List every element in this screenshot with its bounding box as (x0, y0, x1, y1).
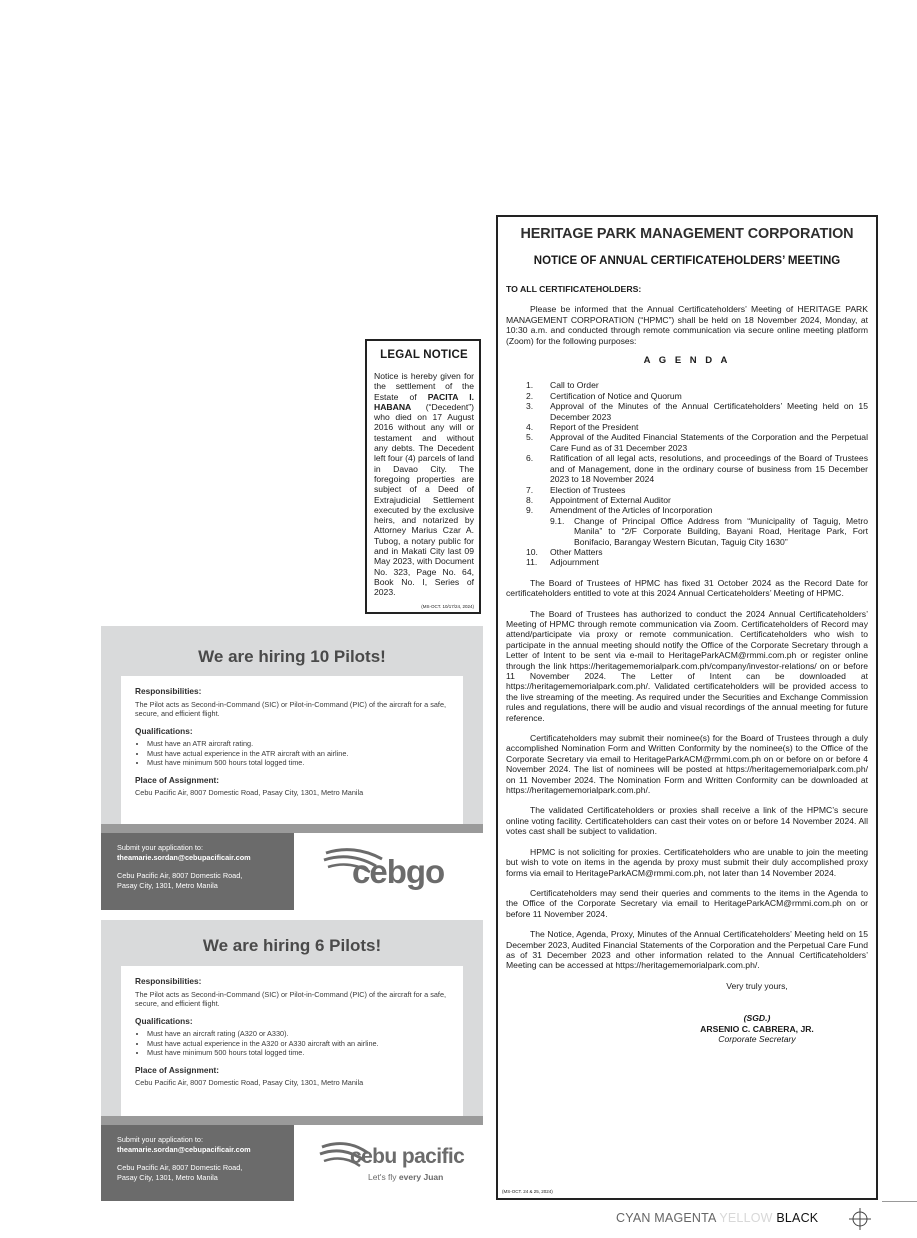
qualifications-label: Qualifications: (135, 725, 193, 736)
qualifications-list (135, 739, 449, 768)
agenda-list (506, 380, 868, 567)
legal-notice-title: LEGAL NOTICE (380, 349, 468, 361)
paragraph: Certificateholders may send their queries and comments to the items in the Agenda to the Office of the Corporate Secretary via email to HeritageParkACM@rmmi.com.ph on or before 11 November 2024. (506, 887, 868, 919)
logo-wordmark: cebgo (352, 853, 445, 890)
list-item: 1. Call to Order (526, 380, 599, 391)
decedent-name: PACITA I. HABANA (374, 391, 474, 412)
place-text: Cebu Pacific Air, 8007 Domestic Road, Pasay City, 1301, Metro Manila (135, 1078, 364, 1087)
paragraph: The validated Certificateholders or proxies shall receive a link of the HPMC’s secure online voting facility. Certificateholders can cast their votes on or before 14 November 2024. All votes cast shall be subject to validation. (506, 805, 868, 837)
address-line: Cebu Pacific Air, 8007 Domestic Road, (117, 871, 243, 881)
responsibilities-label: Responsibilities: (135, 976, 202, 986)
legal-notice (365, 339, 481, 614)
list-item: 5. Approval of the Audited Financial Statements of the Corporation and the Perpetual Care Fund as of 31 December 2023 (526, 432, 868, 453)
place-label: Place of Assignment: (135, 1064, 220, 1075)
logo-tagline: Let's fly every Juan (368, 1172, 444, 1182)
submit-label: Submit your application to: (117, 1135, 203, 1144)
divider (101, 824, 483, 833)
logo-wordmark: cebu pacific (350, 1145, 465, 1168)
signed-mark: (SGD.) (743, 1013, 771, 1024)
address-line: Pasay City, 1301, Metro Manila (117, 880, 218, 890)
list-item: • Must have actual experience in the A320 or A330 aircraft with an airline. (147, 1039, 449, 1049)
list-item: • Must have minimum 500 hours total logged time. (147, 1048, 449, 1058)
list-item: • Must have an aircraft rating (A320 or A330). (147, 1029, 449, 1039)
salutation: TO ALL CERTIFICATEHOLDERS: (506, 284, 642, 294)
responsibilities-label: Responsibilities: (135, 686, 202, 696)
qualifications-label: Qualifications: (135, 1015, 193, 1026)
submit-label: Submit your application to: (117, 843, 203, 852)
list-item: 9. Amendment of the Articles of Incorporation (526, 505, 713, 516)
signer-title: Corporate Secretary (718, 1033, 796, 1044)
paragraph: The Board of Trustees has authorized to conduct the 2024 Annual Certificateholders’ Meeting of HPMC through remote communication via Zoom. Certificateholders of Record may attend/participate via proxy or remote communication. Certificateholders who wish to participate in the annual meeting should notify the Office of the Corporate Secretary through a Letter of Intent to be sent via e-mail to HeritageParkACM@rmmi.com.ph or register online through the link https://heritagememorialpark.com.ph/company/investor-relations/ on or before 11 November 2024. The Letter of Intent can be downloaded at https://heritagememorialpark.com.ph/. Validated certificateholders will be provided access to the live streaming of the meeting. As required under the Securities and Exchange Commission rules and regulations, there will be audio and visual recordings of the annual meeting for future reference. (506, 608, 868, 723)
place-label: Place of Assignment: (135, 774, 220, 785)
notice-code: (MS-OCT. 24 & 25, 2024) (502, 1189, 553, 1194)
list-item: 4. Report of the President (526, 422, 639, 433)
registration-mark-icon (849, 1208, 871, 1235)
list-item: 10. Other Matters (526, 546, 603, 557)
list-item: 7. Election of Trustees (526, 484, 626, 495)
color-bar (616, 1211, 818, 1225)
list-item: 11. Adjournment (526, 557, 599, 568)
corporation-name: HERITAGE PARK MANAGEMENT CORPORATION (520, 226, 854, 242)
list-item: • Must have an ATR aircraft rating. (147, 739, 449, 749)
list-item: 8. Appointment of External Auditor (526, 494, 671, 505)
magenta-label: MAGENTA (654, 1211, 716, 1225)
list-item: 9.1. Change of Principal Office Address from “Municipality of Taguig, Metro Manila” to “2/F Corporate Building, Bayani Road, Heritage Park, Fort Bonifacio, Barangay Western Bicutan, Taguig City 1630” (550, 515, 868, 547)
hpmc-notice (496, 215, 878, 1200)
paragraph: The Notice, Agenda, Proxy, Minutes of the Annual Certificateholders’ Meeting held on 15 December 2023, Audited Financial Statements of the Corporation and the Perpetual Care Fund as of 31 December 2023 and other information related to the Annual Certificateholders’ Meeting can be accessed at https://heritagememorialpark.com.ph/. (506, 929, 868, 971)
list-item: 2. Certification of Notice and Quorum (526, 390, 682, 401)
hiring-ad-cebgo (101, 626, 483, 910)
list-item: 3. Approval of the Minutes of the Annual Certificateholders’ Meeting held on 15 December 2023 (526, 401, 868, 422)
qualifications-list (135, 1029, 449, 1058)
notice-title: NOTICE OF ANNUAL CERTIFICATEHOLDERS’ MEETING (533, 255, 841, 267)
trim-line (882, 1201, 917, 1202)
address-line: Cebu Pacific Air, 8007 Domestic Road, (117, 1163, 243, 1173)
responsibilities-text: The Pilot acts as Second-in-Command (SIC) or Pilot-in-Command (PIC) of the aircraft for a safe, secure, and efficient flight. (135, 699, 447, 718)
yellow-label: YELLOW (719, 1211, 773, 1225)
legal-notice-code: (MS-OCT. 10/17/24, 2024) (421, 604, 474, 609)
signature-block (646, 981, 868, 1045)
paragraph: Certificateholders may submit their nominee(s) for the Board of Trustees through a duly accomplished Nomination Form and Written Conformity by the nominee(s) to the Office of the Corporate Secretary via email to HeritageParkACM@rmmi.com.ph on or before on or before 4 November 2024. The list of nominees will be posted at https://heritagememorialpark.com.ph/ on 11 November 2024. The Nomination Form and Written Conformity can be downloaded at https://heritagememorialpark.com.ph/. (506, 733, 868, 796)
application-email[interactable]: theamarie.sordan@cebupacificair.com (117, 852, 251, 862)
list-item: • Must have minimum 500 hours total logged time. (147, 758, 449, 768)
ad-details-card (121, 966, 463, 1116)
hiring-ad-cebu-pacific (101, 920, 483, 1201)
ad-headline: We are hiring 10 Pilots! (198, 647, 386, 666)
divider (101, 1116, 483, 1125)
cyan-label: CYAN (616, 1211, 651, 1225)
list-item: • Must have actual experience in the ATR aircraft with an airline. (147, 749, 449, 759)
paragraph: Please be informed that the Annual Certificateholders’ Meeting of HERITAGE PARK MANAGEMENT CORPORATION (“HPMC”) shall be held on 18 November 2024, Monday, at 10:30 a.m. and conducted through remote communication via secure online meeting platform (Zoom) for the following purposes: (506, 304, 868, 346)
application-email[interactable]: theamarie.sordan@cebupacificair.com (117, 1144, 251, 1154)
contact-panel (101, 1125, 294, 1201)
cebgo-logo (294, 833, 483, 910)
address-line: Pasay City, 1301, Metro Manila (117, 1172, 218, 1182)
agenda-heading: A G E N D A (643, 355, 731, 367)
list-item: 6. Ratification of all legal acts, resolutions, and proceedings of the Board of Trustees and of Management, done in the ordinary course of business from 15 December 2023 to 18 November 2024 (526, 453, 868, 485)
paragraph: The Board of Trustees of HPMC has fixed 31 October 2024 as the Record Date for certificateholders entitled to vote at this 2024 Annual Certicateholders’ Meeting of HPMC. (506, 577, 868, 599)
closing: Very truly yours, (726, 980, 788, 991)
ad-details-card (121, 676, 463, 824)
signer-name: ARSENIO C. CABRERA, JR. (700, 1023, 814, 1034)
cebu-pacific-logo (294, 1125, 483, 1201)
place-text: Cebu Pacific Air, 8007 Domestic Road, Pasay City, 1301, Metro Manila (135, 788, 364, 797)
responsibilities-text: The Pilot acts as Second-in-Command (SIC) or Pilot-in-Command (PIC) of the aircraft for a safe, secure, and efficient flight. (135, 989, 447, 1008)
contact-panel (101, 833, 294, 910)
legal-notice-body: Notice is hereby given for the settlement of the Estate of PACITA I. HABANA (“Decedent”) who died on 17 August 2016 without any will or testament and without any debts. The Decedent left four (4) parcels of land in Davao City. The foregoing properties are subject of a Deed of Extrajudicial Settlement executed by the exclusive heirs, and notarized by Attorney Marius Czar A. Tubog, a notary public for and in Makati City last 09 May 2023, with Document No. 323, Page No. 64, Book No. I, Series of 2023. (374, 371, 474, 598)
ad-headline: We are hiring 6 Pilots! (202, 936, 382, 955)
paragraph: HPMC is not soliciting for proxies. Certificateholders who are unable to join the meeting but wish to vote on items in the agenda by proxy must submit their duly accomplished proxy forms via email to HeritageParkACM@rmmi.com.ph, not later than 14 November 2024. (506, 846, 868, 878)
black-label: BLACK (776, 1211, 819, 1225)
